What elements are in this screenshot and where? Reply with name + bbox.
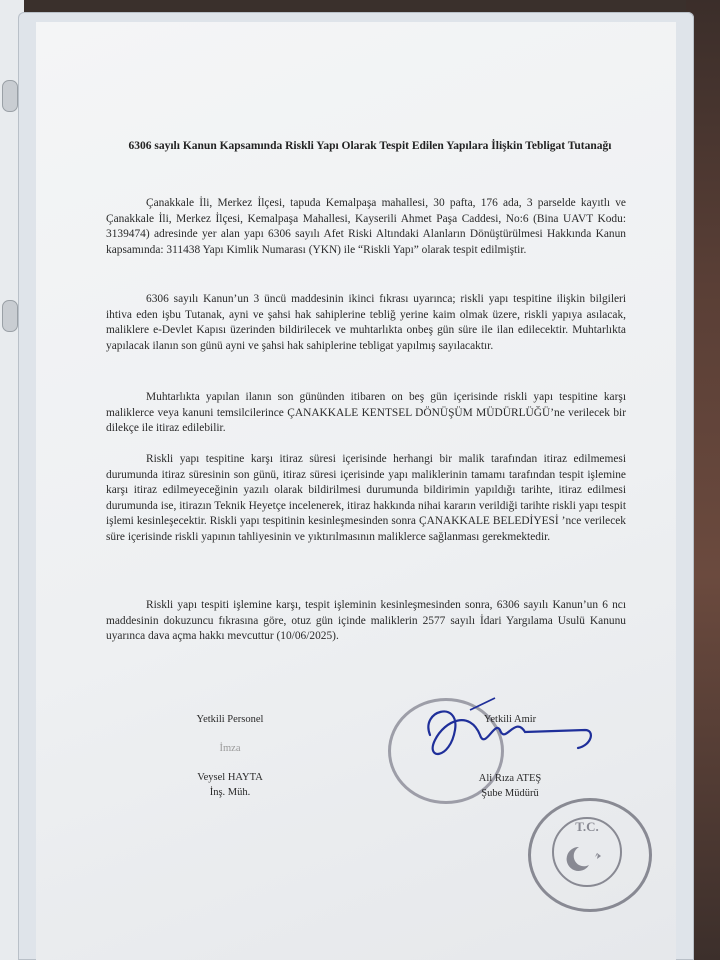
signature-block-left [150,712,310,800]
signature-block-right [430,712,590,801]
sign-label: İmza [219,743,241,754]
signer-name: Veysel HAYTA [197,772,263,783]
document-title: 6306 sayılı Kanun Kapsamında Riskli Yapı Olarak Tespit Edilen Yapılara İlişkin Tebligat Tutanağı [128,140,612,152]
paragraph-4: Riskli yapı tespitine karşı itiraz süresi içerisinde herhangi bir malik tarafından itiraz edilmemesi durumunda itiraz süresinin son günü, itiraz süresi içerisinde yapı maliklerinin tamamı tarafından tespit işlemine karşı itiraz edilmeyeceğinin yazılı olarak bildirilmesi durumunda bildirimin yapıldığı tarihte, itiraz edilmesi durumunda ise, itirazın Teknik Heyetçe incelenerek, itiraz hakkında nihai kararın verildiği tarihte riskli yapı tespit işlemi kesinleşecektir. Riskli yapı tespitinin kesinleşmesinden sonra ÇANAKKALE BELEDİYESİ ’nce verilecek süre içerisinde riskli yapının tahliyesinin ve yıktırılmasının maliklerce sağlanması gerekmektedir. [106,453,626,543]
signer-title: Şube Müdürü [481,788,539,799]
paragraph-5: Riskli yapı tespiti işlemine karşı, tespit işleminin kesinleşmesinden sonra, 6306 sayılı Kanun’un 6 ncı maddesinin dokuzuncu fıkrasına göre, otuz gün içinde maliklerin 2577 sayılı İdari Yargılama Usulü Kanunu uyarınca dava açma hakkı mevcuttur (10/06/2025). [106,599,626,643]
signer-role: Yetkili Amir [483,714,537,725]
binder-hole [2,80,18,112]
signer-name: Ali Rıza ATEŞ [478,773,542,784]
binder-hole [2,300,18,332]
paragraph-1: Çanakkale İli, Merkez İlçesi, tapuda Kemalpaşa mahallesi, 30 pafta, 176 ada, 3 parselde kayıtlı ve Çanakkale İli, Merkez İlçesi, Kemalpaşa Mahallesi, Kayserili Ahmet Paşa Caddesi, No:6 (Bina UAVT Kodu: 3139474) adresinde yer alan yapı 6306 sayılı Afet Riski Altındaki Alanların Dönüştürülmesi Hakkında Kanun kapsamında: 311438 Yapı Kimlik Numarası (YKN) ile “Riskli Yapı” olarak tespit edilmiştir. [106,197,626,256]
svg-text:T.C.: T.C. [575,819,599,834]
paragraph-3: Muhtarlıkta yapılan ilanın son gününden itibaren on beş gün içerisinde riskli yapı tespitine karşı maliklerce veya kanuni temsilcilerince ÇANAKKALE KENTSEL DÖNÜŞÜM MÜDÜRLÜĞÜ’ne verilecek bir dilekçe ile itiraz edilebilir. [106,391,626,435]
signer-title: İnş. Müh. [209,787,251,798]
signer-role: Yetkili Personel [196,714,264,725]
paragraph-2: 6306 sayılı Kanun’un 3 üncü maddesinin ikinci fıkrası uyarınca; riskli yapı tespitine ilişkin bilgileri ihtiva eden işbu Tutanak, ayni ve şahsi hak sahiplerine tebliğ yerine kaim olmak üzere, riskli yapıya asılacak, maliklere e-Devlet Kapısı üzerinden bildirilecek ve muhtarlıkta onbeş gün süre ile ilan edilecektir. Muhtarlıkta yapılacak ilanın son günü ayni ve şahsi hak sahiplerine tebligat yapılmış sayılacaktır. [106,293,626,352]
official-seal-tc [528,798,652,912]
